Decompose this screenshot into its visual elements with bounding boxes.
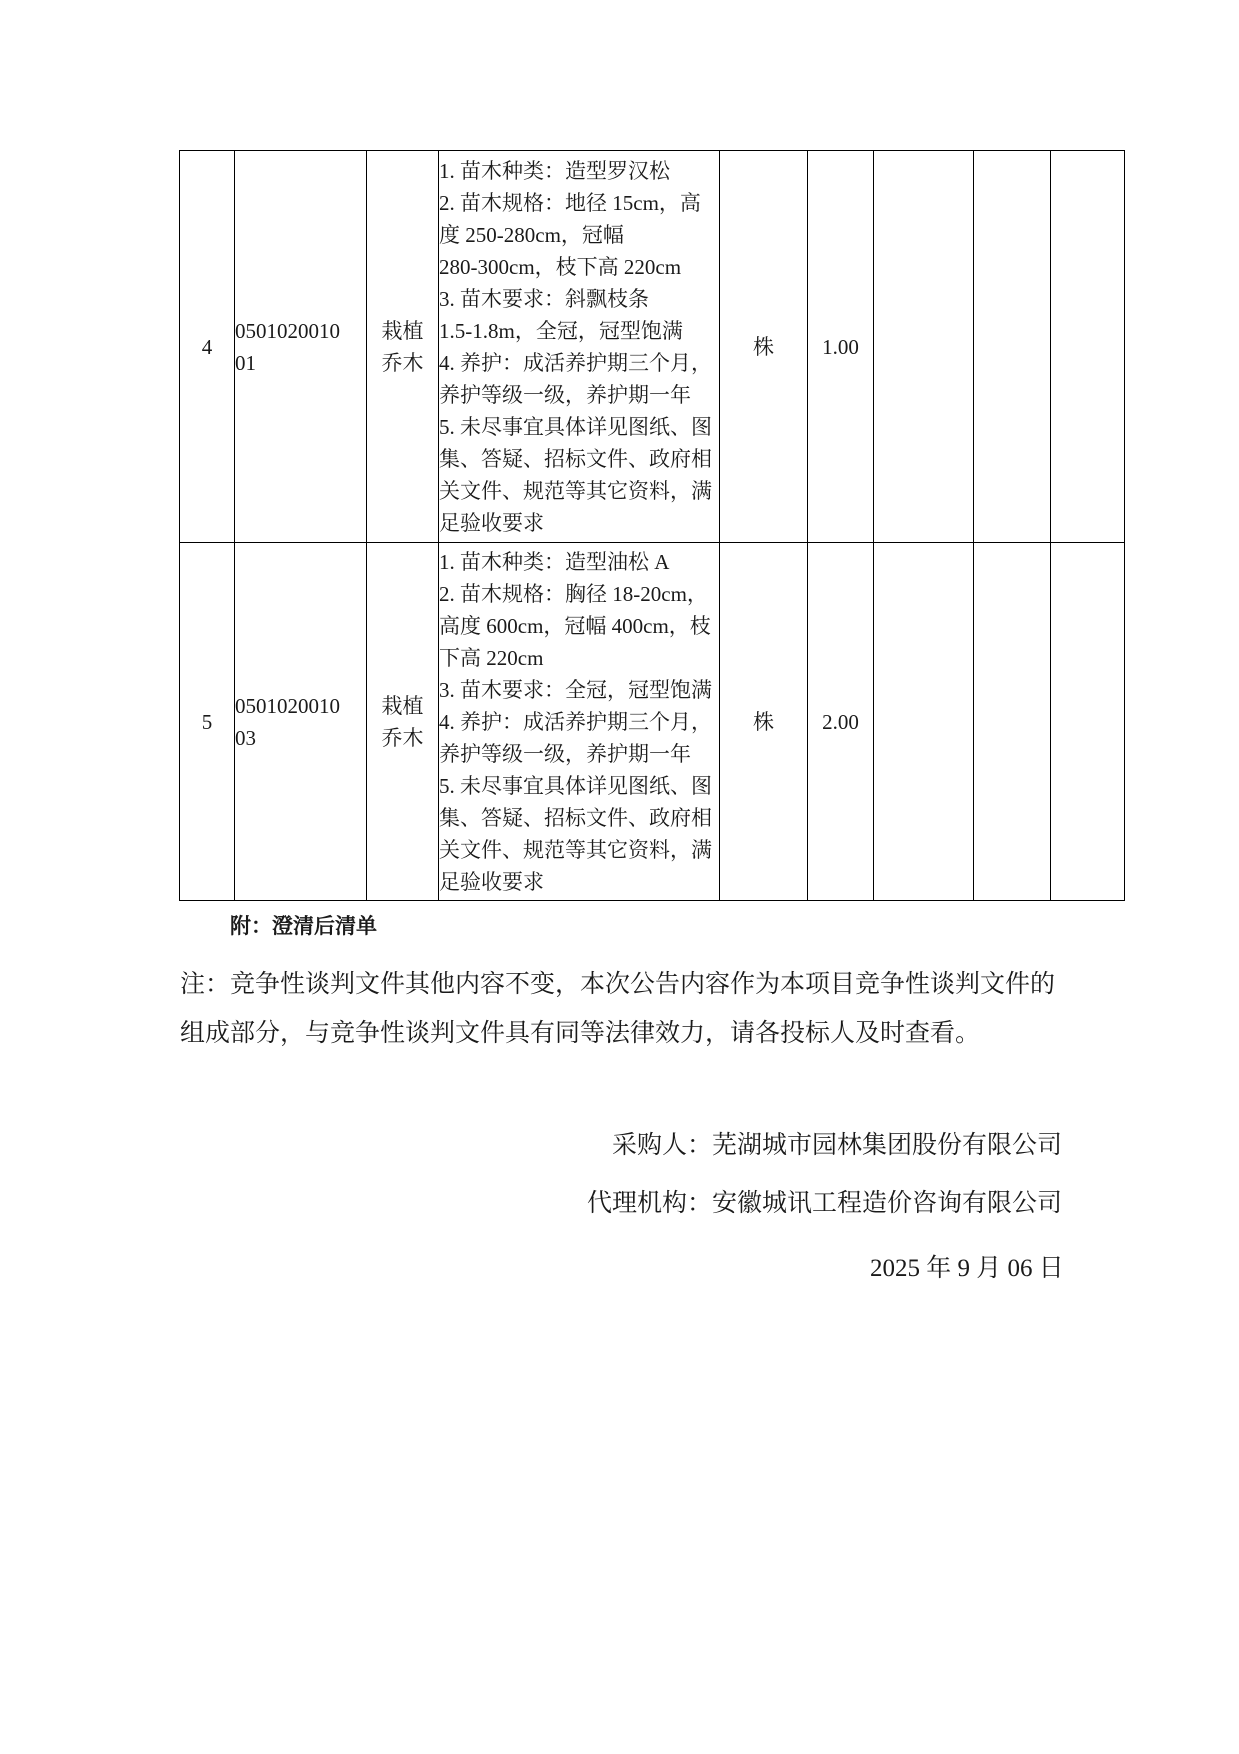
item-desc-cell: 1. 苗木种类：造型油松 A 2. 苗木规格：胸径 18-20cm， 高度 600cm，冠幅 400cm，枝 下高 220cm 3. 苗木要求：全冠，冠型饱满 4. 养护：成活养护期三个月， 养护等级一级，养护期一年 5. 未尽事宜具体详见图纸、图 集、答疑、招标文件、政府相 关文件、规范等其它资料，满 足验收要求 [439, 543, 720, 901]
quantity-cell: 2.00 [808, 543, 874, 901]
item-code-cell: 0501020010 03 [235, 543, 367, 901]
empty-col-8-cell [974, 151, 1051, 543]
item-name-cell: 栽植 乔木 [367, 543, 439, 901]
item-desc-cell: 1. 苗木种类：造型罗汉松 2. 苗木规格：地径 15cm，高 度 250-280cm，冠幅 280-300cm，枝下高 220cm 3. 苗木要求：斜飘枝条 1.5-1.8m，全冠，冠型饱满 4. 养护：成活养护期三个月， 养护等级一级，养护期一年 5. 未尽事宜具体详见图纸、图 集、答疑、招标文件、政府相 关文件、规范等其它资料，满 足验收要求 [439, 151, 720, 543]
table-row-item-4 [180, 151, 1125, 543]
item-code-cell: 0501020010 01 [235, 151, 367, 543]
quantity-cell: 1.00 [808, 151, 874, 543]
note-paragraph: 注：竞争性谈判文件其他内容不变，本次公告内容作为本项目竞争性谈判文件的 组成部分，与竞争性谈判文件具有同等法律效力，请各投标人及时查看。 [180, 971, 1056, 1047]
purchaser-line: 采购人：芜湖城市园林集团股份有限公司 [612, 1132, 1063, 1159]
clarification-items-table [179, 150, 1125, 901]
unit-cell: 株 [720, 543, 808, 901]
item-name-cell: 栽植 乔木 [367, 151, 439, 543]
unit-cell: 株 [720, 151, 808, 543]
attachment-heading: 附：澄清后清单 [230, 914, 377, 938]
empty-col-9-cell [1051, 151, 1125, 543]
seq-cell: 4 [180, 151, 235, 543]
empty-col-7-cell [874, 543, 974, 901]
empty-col-7-cell [874, 151, 974, 543]
empty-col-8-cell [974, 543, 1051, 901]
agency-line: 代理机构：安徽城讯工程造价咨询有限公司 [587, 1190, 1063, 1217]
date-line: 2025 年 9 月 06 日 [870, 1255, 1064, 1282]
table-row-item-5 [180, 543, 1125, 901]
seq-cell: 5 [180, 543, 235, 901]
empty-col-9-cell [1051, 543, 1125, 901]
